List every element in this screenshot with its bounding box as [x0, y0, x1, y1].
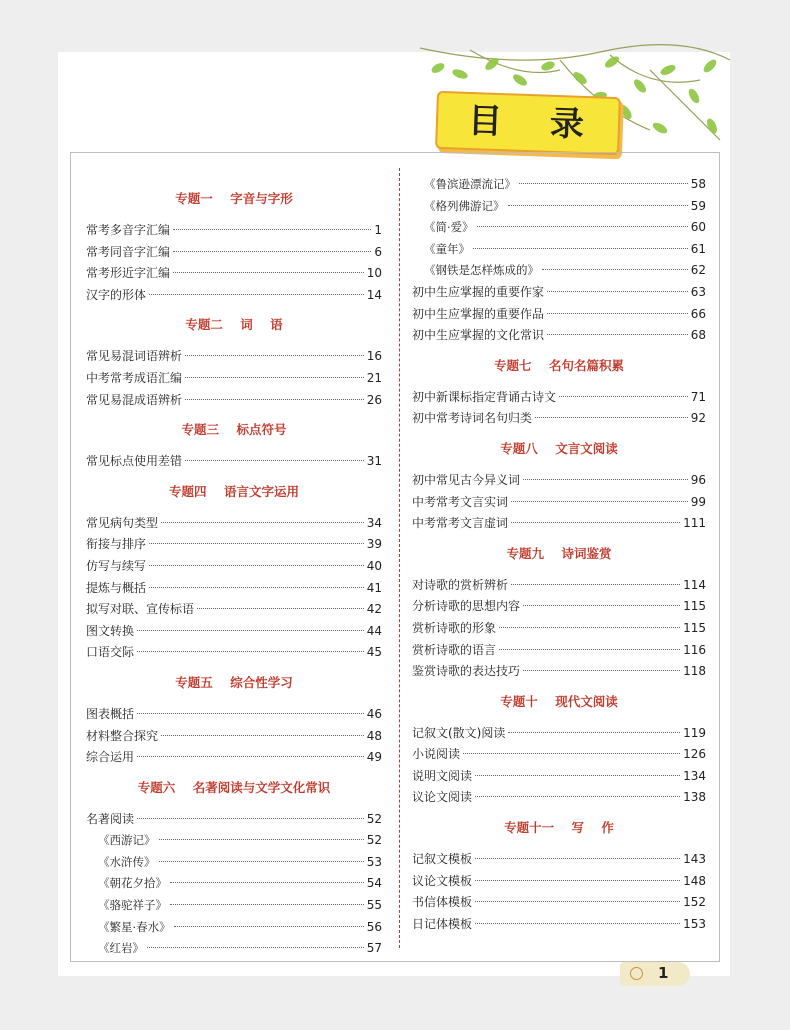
toc-entry-label: 《西游记》: [98, 833, 156, 848]
toc-entry-label: 常见易混成语辨析: [86, 392, 183, 407]
toc-entry-page: 49: [366, 750, 382, 765]
toc-entry[interactable]: [412, 849, 706, 871]
toc-entry[interactable]: [412, 325, 706, 347]
toc-entry-label: 《骆驼祥子》: [98, 898, 167, 913]
dot-leader: [559, 396, 688, 397]
toc-entry-label: 议论文模板: [412, 873, 473, 888]
dot-leader: [475, 775, 680, 776]
toc-entry[interactable]: [412, 304, 706, 326]
dot-leader: [149, 543, 364, 544]
dot-leader: [185, 355, 364, 356]
toc-entry-page: 48: [366, 728, 382, 743]
dot-leader: [149, 294, 364, 295]
toc-entry[interactable]: [412, 260, 706, 282]
section-title: 专题四 语言文字运用: [169, 483, 299, 499]
dot-leader: [185, 377, 364, 378]
toc-entry-label: 《鲁滨逊漂流记》: [424, 177, 516, 191]
toc-entry-label: 《童年》: [424, 241, 470, 256]
toc-entry-page: 143: [683, 852, 706, 867]
toc-entry-page: 119: [683, 725, 706, 740]
toc-entry-page: 40: [366, 558, 382, 573]
dot-leader: [159, 861, 364, 862]
toc-entry[interactable]: [412, 723, 706, 745]
toc-entry-label: 常考多音字汇编: [86, 223, 171, 237]
toc-entry[interactable]: [86, 938, 382, 960]
toc-entry-page: 63: [690, 284, 706, 299]
toc-entry-label: 提炼与概括: [86, 580, 147, 595]
toc-entry-label: 初中常见古今异义词: [412, 472, 521, 487]
dot-leader: [523, 605, 680, 606]
toc-entry-page: 21: [366, 370, 382, 385]
toc-entry-page: 96: [690, 472, 706, 487]
toc-entry[interactable]: [412, 174, 706, 196]
toc-entry-page: 134: [683, 768, 706, 783]
toc-entry-label: 小说阅读: [412, 747, 461, 762]
dot-leader: [508, 205, 688, 206]
toc-entry-label: 赏析诗歌的语言: [412, 642, 497, 657]
dot-leader: [475, 858, 680, 859]
section-title: 专题二 词 语: [185, 317, 283, 333]
dot-leader: [547, 291, 688, 292]
dot-leader: [523, 670, 680, 671]
dot-leader: [173, 229, 371, 230]
toc-entry-page: 138: [683, 790, 706, 805]
toc-entry[interactable]: [412, 470, 706, 492]
toc-entry-page: 148: [683, 873, 706, 888]
toc-entry-page: 1: [374, 223, 382, 237]
toc-entry[interactable]: [86, 895, 382, 917]
toc-entry[interactable]: [86, 809, 382, 831]
dot-leader: [535, 417, 688, 418]
toc-entry-page: 115: [683, 620, 706, 635]
toc-entry-label: 口语交际: [86, 645, 135, 660]
section-title: 专题一 字音与字形: [175, 191, 293, 206]
toc-entry[interactable]: [86, 747, 382, 769]
toc-entry-page: 62: [690, 263, 706, 278]
toc-entry[interactable]: [412, 766, 706, 788]
dot-leader: [473, 248, 688, 249]
dot-leader: [499, 627, 680, 628]
toc-entry-page: 114: [683, 577, 706, 592]
dot-leader: [137, 630, 364, 631]
toc-entry-label: 综合运用: [86, 750, 135, 765]
toc-entry[interactable]: [86, 578, 382, 600]
toc-entry-page: 58: [690, 177, 706, 191]
toc-entry-page: 10: [366, 266, 382, 281]
toc-entry[interactable]: [86, 220, 382, 242]
dot-leader: [547, 313, 688, 314]
toc-entry-page: 126: [683, 747, 706, 762]
toc-entry-page: 52: [366, 833, 382, 848]
toc-entry-label: 《朝花夕拾》: [98, 876, 167, 891]
toc-entry[interactable]: [412, 744, 706, 766]
toc-entry[interactable]: [86, 368, 382, 390]
toc-entry-page: 26: [366, 392, 382, 407]
toc-entry-page: 68: [690, 328, 706, 343]
section-title: 专题六 名著阅读与文学文化常识: [137, 779, 331, 795]
section-title: 专题七 名句名篇积累: [494, 357, 624, 373]
toc-entry[interactable]: [412, 914, 706, 936]
toc-entry-label: 《繁星·春水》: [98, 919, 171, 934]
toc-entry-label: 日记体模板: [412, 916, 473, 931]
toc-entry-label: 图文转换: [86, 623, 135, 638]
toc-entry[interactable]: [86, 242, 382, 264]
toc-entry-label: 《格列佛游记》: [424, 198, 505, 213]
toc-entry-page: 56: [366, 919, 382, 934]
toc-entry-label: 拟写对联、宣传标语: [86, 602, 195, 617]
toc-entry[interactable]: [412, 596, 706, 618]
toc-entry[interactable]: [86, 726, 382, 748]
toc-entry-label: 中考常考成语汇编: [86, 370, 183, 385]
dot-leader: [137, 713, 364, 714]
toc-entry[interactable]: [412, 575, 706, 597]
toc-entry-label: 常考同音字汇编: [86, 244, 171, 259]
title-banner: [435, 91, 621, 155]
dot-leader: [137, 756, 364, 757]
toc-entry-page: 116: [683, 642, 706, 657]
toc-entry[interactable]: [412, 892, 706, 914]
dot-leader: [147, 947, 364, 948]
toc-entry[interactable]: [86, 556, 382, 578]
toc-entry[interactable]: [86, 642, 382, 664]
dot-leader: [523, 479, 688, 480]
dot-leader: [137, 818, 364, 819]
toc-entry-label: 书信体模板: [412, 895, 473, 910]
toc-entry-label: 汉字的形体: [86, 287, 147, 302]
dot-leader: [463, 753, 680, 754]
toc-entry[interactable]: [412, 492, 706, 514]
dot-leader: [173, 251, 371, 252]
toc-entry-label: 常见标点使用差错: [86, 454, 183, 469]
dot-leader: [499, 649, 680, 650]
toc-entry[interactable]: [412, 661, 706, 683]
toc-entry-label: 常考形近字汇编: [86, 266, 171, 281]
dot-leader: [519, 183, 688, 184]
toc-entry[interactable]: [86, 873, 382, 895]
toc-entry-page: 39: [366, 537, 382, 552]
toc-entry-page: 41: [366, 580, 382, 595]
toc-entry[interactable]: [412, 387, 706, 409]
dot-leader: [475, 796, 680, 797]
toc-entry-label: 记叙文(散文)阅读: [412, 725, 506, 740]
dot-leader: [511, 522, 680, 523]
dot-leader: [197, 608, 364, 609]
dot-leader: [173, 272, 364, 273]
toc-entry[interactable]: [86, 534, 382, 556]
dot-leader: [137, 651, 364, 652]
toc-entry[interactable]: [412, 196, 706, 218]
toc-entry-page: 118: [683, 664, 706, 679]
toc-entry[interactable]: [86, 621, 382, 643]
toc-entry-page: 52: [366, 811, 382, 826]
toc-entry-label: 常见病句类型: [86, 515, 159, 530]
toc-right-column: [412, 174, 706, 935]
toc-entry[interactable]: [86, 263, 382, 285]
toc-entry[interactable]: [86, 285, 382, 307]
section-title: 专题十一 写 作: [504, 820, 614, 836]
dot-leader: [170, 882, 364, 883]
toc-entry-label: 记叙文模板: [412, 852, 473, 867]
toc-entry-page: 71: [690, 389, 706, 404]
dot-leader: [159, 839, 364, 840]
toc-entry-page: 152: [683, 895, 706, 910]
dot-leader: [508, 732, 680, 733]
dot-leader: [185, 399, 364, 400]
toc-entry-label: 《简·爱》: [424, 220, 474, 235]
dot-leader: [477, 226, 688, 227]
toc-entry[interactable]: [86, 852, 382, 874]
dot-leader: [161, 735, 364, 736]
toc-entry-label: 中考常考文言虚词: [412, 516, 509, 531]
toc-entry-page: 54: [366, 876, 382, 891]
toc-entry-label: 常见易混词语辨析: [86, 349, 183, 364]
toc-entry-label: 名著阅读: [86, 811, 135, 826]
toc-entry-page: 57: [366, 941, 382, 956]
toc-entry[interactable]: [86, 830, 382, 852]
toc-entry-page: 111: [683, 516, 706, 531]
dot-leader: [475, 880, 680, 881]
toc-entry-label: 初中新课标指定背诵古诗文: [412, 389, 557, 404]
column-divider: [399, 168, 400, 948]
toc-entry-page: 59: [690, 198, 706, 213]
toc-entry-label: 鉴赏诗歌的表达技巧: [412, 664, 521, 679]
toc-entry-page: 45: [366, 645, 382, 660]
toc-entry-label: 赏析诗歌的形象: [412, 620, 497, 635]
toc-entry[interactable]: [86, 513, 382, 535]
toc-entry-page: 46: [366, 706, 382, 721]
dot-leader: [511, 501, 688, 502]
toc-entry[interactable]: [412, 217, 706, 239]
toc-entry[interactable]: [86, 390, 382, 412]
dot-leader: [170, 904, 364, 905]
section-title: 专题八 文言文阅读: [500, 440, 618, 456]
toc-entry-label: 《水浒传》: [98, 854, 156, 869]
dot-leader: [542, 269, 688, 270]
page-number-tab: [620, 962, 690, 986]
toc-entry[interactable]: [412, 282, 706, 304]
toc-entry-page: 42: [366, 602, 382, 617]
toc-entry[interactable]: [86, 917, 382, 939]
dot-leader: [149, 587, 364, 588]
toc-entry[interactable]: [412, 513, 706, 535]
toc-entry-label: 初中常考诗词名句归类: [412, 411, 533, 426]
dot-leader: [547, 334, 688, 335]
toc-entry-page: 99: [690, 494, 706, 509]
toc-entry-label: 中考常考文言实词: [412, 494, 509, 509]
toc-entry-page: 66: [690, 306, 706, 321]
toc-entry[interactable]: [86, 451, 382, 473]
toc-entry-page: 115: [683, 599, 706, 614]
section-title: 专题九 诗词鉴赏: [506, 545, 612, 561]
toc-entry-label: 说明文阅读: [412, 768, 473, 783]
toc-entry-label: 初中生应掌握的文化常识: [412, 328, 545, 343]
dot-leader: [174, 926, 364, 927]
section-title: 专题十 现代文阅读: [500, 693, 618, 709]
toc-entry-label: 材料整合探究: [86, 728, 159, 743]
toc-entry-page: 16: [366, 349, 382, 364]
toc-left-column: [86, 180, 382, 960]
toc-entry[interactable]: [86, 599, 382, 621]
toc-entry[interactable]: [86, 346, 382, 368]
page-number: 1: [658, 964, 669, 982]
toc-entry-page: 6: [374, 244, 382, 259]
toc-entry-page: 55: [366, 898, 382, 913]
toc-entry[interactable]: [412, 871, 706, 893]
toc-entry-label: 《钢铁是怎样炼成的》: [424, 263, 539, 278]
dot-leader: [475, 923, 680, 924]
toc-entry-page: 14: [366, 287, 382, 302]
section-title: 专题五 综合性学习: [175, 674, 293, 690]
toc-entry[interactable]: [86, 704, 382, 726]
toc-entry-page: 53: [366, 854, 382, 869]
section-title: 专题三 标点符号: [181, 422, 287, 438]
toc-entry-label: 分析诗歌的思想内容: [412, 599, 521, 614]
toc-entry-label: 仿写与续写: [86, 558, 147, 573]
toc-entry-label: 《红岩》: [98, 941, 144, 956]
toc-entry[interactable]: [412, 787, 706, 809]
toc-entry-page: 61: [690, 241, 706, 256]
smiley-icon: [630, 967, 643, 980]
dot-leader: [475, 901, 680, 902]
dot-leader: [511, 584, 680, 585]
dot-leader: [149, 565, 364, 566]
toc-entry-label: 议论文阅读: [412, 790, 473, 805]
dot-leader: [185, 460, 364, 461]
toc-entry-label: 初中生应掌握的重要作家: [412, 284, 545, 299]
toc-entry[interactable]: [412, 408, 706, 430]
dot-leader: [161, 522, 364, 523]
toc-entry[interactable]: [412, 618, 706, 640]
toc-entry-page: 34: [366, 515, 382, 530]
toc-entry-page: 153: [683, 916, 706, 931]
toc-entry[interactable]: [412, 640, 706, 662]
toc-entry-page: 31: [366, 454, 382, 469]
toc-entry-label: 图表概括: [86, 706, 135, 721]
toc-entry-label: 对诗歌的赏析辨析: [412, 577, 509, 592]
toc-entry[interactable]: [412, 239, 706, 261]
toc-entry-label: 初中生应掌握的重要作品: [412, 306, 545, 321]
toc-entry-label: 衔接与排序: [86, 537, 147, 552]
toc-entry-page: 44: [366, 623, 382, 638]
toc-entry-page: 92: [690, 411, 706, 426]
page-title: 目 录: [467, 100, 603, 146]
toc-entry-page: 60: [690, 220, 706, 235]
